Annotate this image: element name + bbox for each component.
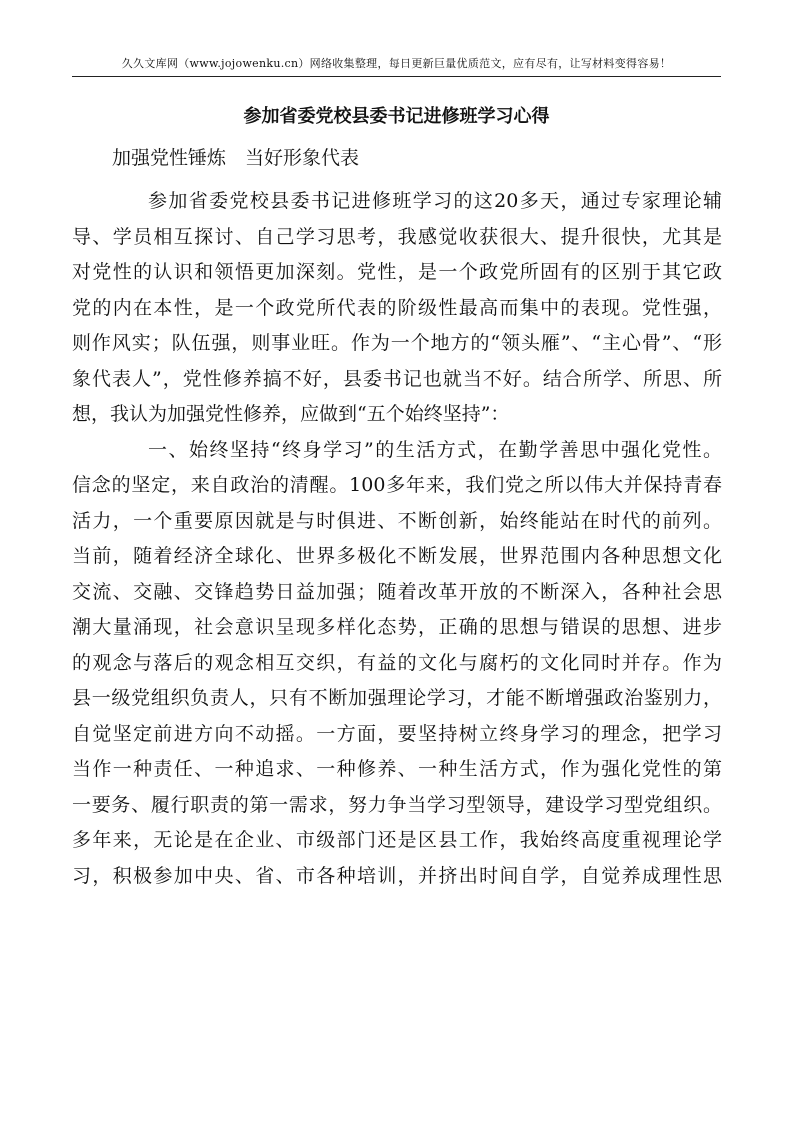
- paragraph-line: 党的内在本性，是一个政党所代表的阶级性最高而集中的表现。党性强，: [72, 296, 722, 319]
- document-subtitle: 加强党性锤炼 当好形象代表: [112, 147, 360, 169]
- paragraph-line: 象代表人”，党性修养搞不好，县委书记也就当不好。结合所学、所思、所: [72, 367, 722, 390]
- paragraph-line: 当作一种责任、一种追求、一种修养、一种生活方式，作为强化党性的第: [72, 758, 722, 780]
- paragraph-line: 一要务、履行职责的第一需求，努力争当学习型领导，建设学习型党组织。: [72, 793, 722, 816]
- paragraph-line: 参加省委党校县委书记进修班学习的这20多天，通过专家理论辅: [148, 190, 722, 212]
- paragraph-line: 多年来，无论是在企业、市级部门还是区县工作，我始终高度重视理论学: [72, 829, 722, 851]
- paragraph-line: 一、始终坚持“终身学习”的生活方式，在勤学善思中强化党性。: [148, 438, 722, 461]
- page-header: 久久文库网（www.jojowenku.cn）网络收集整理，每日更新巨量优质范文，应有尽有，让写材料变得容易！: [72, 56, 721, 77]
- paragraph-line: 自觉坚定前进方向不动摇。一方面，要坚持树立终身学习的理念，把学习: [72, 722, 722, 745]
- paragraph-line: 习，积极参加中央、省、市各种培训，并挤出时间自学，自觉养成理性思: [72, 864, 722, 887]
- paragraph-line: 活力，一个重要原因就是与时俱进、不断创新，始终能站在时代的前列。: [72, 509, 722, 532]
- paragraph-line: 想，我认为加强党性修养，应做到“五个始终坚持”：: [72, 403, 510, 425]
- document-body: [72, 184, 722, 894]
- paragraph-line: 县一级党组织负责人，只有不断加强理论学习，才能不断增强政治鉴别力，: [72, 687, 722, 709]
- paragraph-line: 当前，随着经济全球化、世界多极化不断发展，世界范围内各种思想文化: [72, 545, 722, 567]
- paragraph-line: 潮大量涌现，社会意识呈现多样化态势，正确的思想与错误的思想、进步: [72, 616, 722, 638]
- paragraph-line: 则作风实；队伍强，则事业旺。作为一个地方的“领头雁”、“主心骨”、“形: [72, 332, 722, 354]
- document-title: 参加省委党校县委书记进修班学习心得: [243, 106, 550, 127]
- paragraph-line: 对党性的认识和领悟更加深刻。党性，是一个政党所固有的区别于其它政: [72, 261, 722, 283]
- paragraph-line: 的观念与落后的观念相互交织，有益的文化与腐朽的文化同时并存。作为: [72, 651, 722, 674]
- paragraph-line: 交流、交融、交锋趋势日益加强；随着改革开放的不断深入，各种社会思: [72, 580, 722, 603]
- paragraph-line: 导、学员相互探讨、自己学习思考，我感觉收获很大、提升很快，尤其是: [72, 225, 722, 248]
- paragraph-line: 信念的坚定，来自政治的清醒。100多年来，我们党之所以伟大并保持青春: [72, 474, 722, 496]
